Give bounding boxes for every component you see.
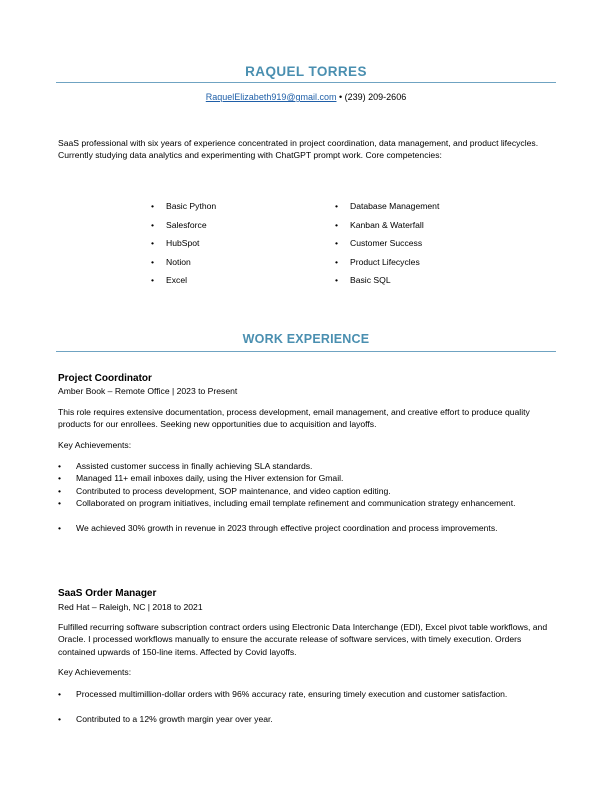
email-link[interactable]: RaquelElizabeth919@gmail.com: [205, 92, 337, 102]
achievement-item: • Contributed to process development, SOP maintenance, and video caption editing.: [58, 486, 391, 496]
skill-item: • Notion: [151, 257, 191, 267]
summary-paragraph: SaaS professional with six years of experience concentrated in project coordination, data management, and product lifecycles. Currently studying data analytics and experimenting with ChatGPT prompt work. Core competencies:: [58, 138, 539, 161]
bullet-dot: •: [151, 275, 155, 285]
phone-number: (239) 209-2606: [344, 92, 407, 102]
bullet-dot: •: [58, 486, 62, 496]
key-achievements-label: Key Achievements:: [58, 667, 132, 677]
header-divider: [56, 82, 556, 83]
bullet-dot: •: [151, 220, 155, 230]
bullet-dot: •: [58, 523, 62, 533]
section-heading-work-experience: WORK EXPERIENCE: [242, 332, 370, 346]
bullet-dot: •: [335, 257, 339, 267]
bullet-dot: •: [58, 689, 62, 699]
bullet-dot: •: [58, 473, 62, 483]
bullet-dot: •: [335, 201, 339, 211]
achievement-item: • Collaborated on program initiatives, including email template refinement and communication strategy enhancement.: [58, 498, 516, 508]
skill-item: • Salesforce: [151, 220, 207, 230]
skill-item: • Database Management: [335, 201, 440, 211]
key-achievements-label: Key Achievements:: [58, 440, 132, 450]
achievement-item: • Contributed to a 12% growth margin year over year.: [58, 714, 273, 724]
skill-item: • Kanban & Waterfall: [335, 220, 424, 230]
bullet-dot: •: [335, 238, 339, 248]
bullet-dot: •: [335, 275, 339, 285]
bullet-dot: •: [151, 257, 155, 267]
achievement-item: • We achieved 30% growth in revenue in 2023 through effective project coordination and process improvements.: [58, 523, 498, 533]
job-title: SaaS Order Manager: [58, 588, 157, 599]
achievement-item: • Assisted customer success in finally achieving SLA standards.: [58, 461, 313, 471]
bullet-dot: •: [58, 714, 62, 724]
skill-item: • Customer Success: [335, 238, 423, 248]
skill-item: • Basic SQL: [335, 275, 391, 285]
skill-item: • Excel: [151, 275, 188, 285]
job-description: Fulfilled recurring software subscription contract orders using Electronic Data Interchange (EDI), Excel pivot table workflows, and Oracle. I processed workflows manually to ensure the accurate release of software services, with timely execution. Orders contained upwards of 150-line items. Affected by Covid layoffs.: [58, 622, 548, 657]
job-title: Project Coordinator: [58, 373, 152, 384]
skill-item: • Product Lifecycles: [335, 257, 420, 267]
bullet-dot: •: [335, 220, 339, 230]
bullet-dot: •: [58, 461, 62, 471]
job-description: This role requires extensive documentation, process development, email management, and creative effort to produce quality products for our enrollees. Seeking new opportunities due to acquisition and layoffs.: [58, 407, 530, 430]
achievement-item: • Processed multimillion-dollar orders with 96% accuracy rate, ensuring timely execution and customer satisfaction.: [58, 689, 508, 699]
achievement-item: • Managed 11+ email inboxes daily, using the Hiver extension for Gmail.: [58, 473, 344, 483]
candidate-name: RAQUEL TORRES: [245, 64, 367, 79]
job-meta: Red Hat – Raleigh, NC | 2018 to 2021: [58, 602, 203, 612]
bullet-dot: •: [151, 201, 155, 211]
bullet-dot: •: [58, 498, 62, 508]
skill-item: • HubSpot: [151, 238, 200, 248]
section-divider: [56, 351, 556, 352]
contact-line: [0, 92, 612, 102]
bullet-dot: •: [151, 238, 155, 248]
job-meta: Amber Book – Remote Office | 2023 to Present: [58, 386, 238, 396]
skill-item: • Basic Python: [151, 201, 217, 211]
contact-separator: •: [336, 92, 345, 102]
